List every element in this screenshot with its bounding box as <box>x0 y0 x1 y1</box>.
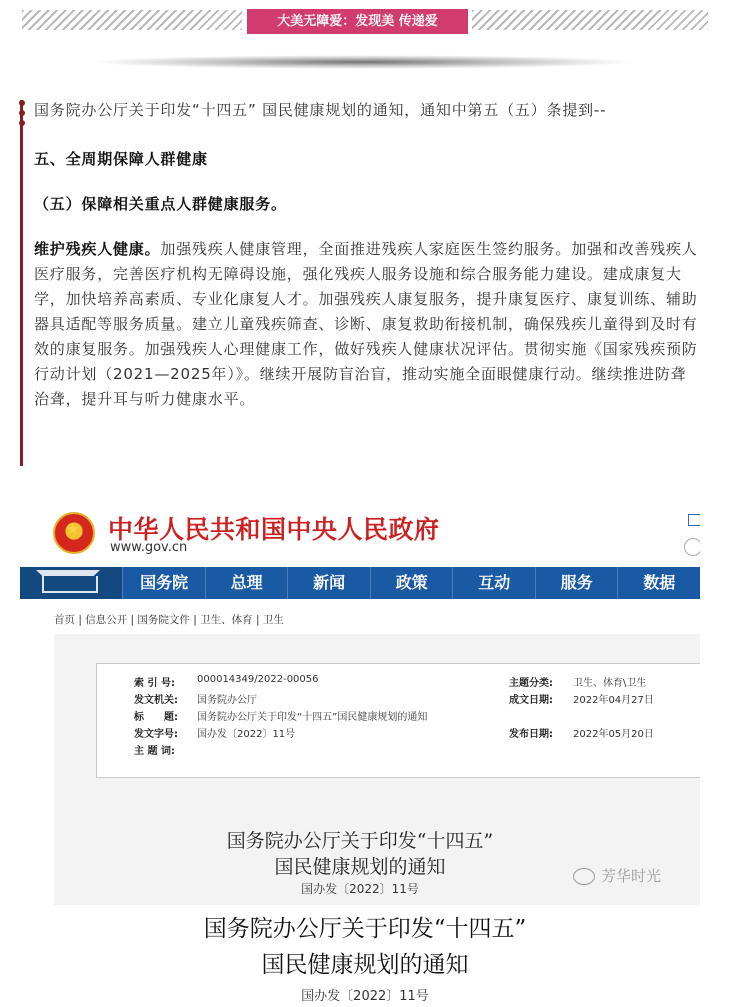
section-title: 五、全周期保障人群健康 <box>34 150 208 168</box>
footer-title-line1: 国务院办公厅关于印发“十四五” <box>203 916 527 942</box>
quote-dot-icon <box>19 110 25 116</box>
decorative-hatch-right <box>472 10 708 30</box>
article-paragraph <box>34 237 698 412</box>
mail-icon[interactable] <box>688 514 700 526</box>
nav-item-services[interactable]: 服务 <box>535 567 618 599</box>
nav-item-premier[interactable]: 总理 <box>205 567 288 599</box>
title-value: 国务院办公厅关于印发“十四五”国民健康规划的通知 <box>197 712 428 723</box>
decorative-shadow-divider <box>88 55 636 69</box>
watermark <box>573 865 661 886</box>
docno-label: 发文字号: <box>134 729 178 740</box>
issuer-label: 发文机关: <box>134 695 178 706</box>
site-url: www.gov.cn <box>110 540 188 555</box>
created-label: 成文日期: <box>509 695 553 706</box>
paragraph-lead: 维护残疾人健康。 <box>34 240 161 258</box>
nav-item-interaction[interactable]: 互动 <box>452 567 535 599</box>
created-value: 2022年04月27日 <box>573 695 654 706</box>
document-title-line2: 国民健康规划的通知 <box>274 856 446 878</box>
title-label: 标 题: <box>134 712 178 723</box>
article-body <box>34 98 698 412</box>
document-info-table <box>96 663 700 778</box>
nav-item-state-council[interactable]: 国务院 <box>122 567 205 599</box>
document-title-line1: 国务院办公厅关于印发“十四五” <box>226 830 494 852</box>
article-intro: 国务院办公厅关于印发“十四五” 国民健康规划的通知，通知中第五（五）条提到-- <box>34 101 607 119</box>
decorative-hatch-left <box>22 10 242 30</box>
home-gate-icon[interactable] <box>20 567 122 599</box>
issuer-value: 国务院办公厅 <box>197 695 257 706</box>
subject-label: 主 题 词: <box>134 746 175 757</box>
quote-rule <box>20 100 23 466</box>
index-value: 000014349/2022-00056 <box>197 674 319 685</box>
category-label: 主题分类: <box>509 678 553 689</box>
search-icon[interactable] <box>684 538 700 556</box>
index-label: 索 引 号: <box>134 678 175 689</box>
breadcrumb[interactable]: 首页 | 信息公开 | 国务院文件 | 卫生、体育 | 卫生 <box>54 614 284 626</box>
nav-item-data[interactable]: 数据 <box>617 567 700 599</box>
category-value: 卫生、体育\卫生 <box>573 678 647 689</box>
gov-website-screenshot <box>20 492 700 905</box>
national-emblem-icon <box>53 512 95 554</box>
document-number: 国办发〔2022〕11号 <box>301 882 419 896</box>
quote-dot-icon <box>19 100 25 106</box>
site-title[interactable]: 中华人民共和国中央人民政府 <box>108 515 440 544</box>
docno-value: 国办发〔2022〕11号 <box>197 729 296 740</box>
nav-item-news[interactable]: 新闻 <box>287 567 370 599</box>
quote-dot-icon <box>19 120 25 126</box>
subsection-title: （五）保障相关重点人群健康服务。 <box>34 195 287 213</box>
published-value: 2022年05月20日 <box>573 729 654 740</box>
nav-item-policy[interactable]: 政策 <box>370 567 453 599</box>
published-label: 发布日期: <box>509 729 553 740</box>
paragraph-text: 加强残疾人健康管理，全面推进残疾人家庭医生签约服务。加强和改善残疾人医疗服务，完善医疗机构无障碍设施，强化残疾人服务设施和综合服务能力建设。建成康复大学，加快培养高素质、专业化康复人才。加强残疾人康复服务，提升康复医疗、康复训练、辅助器具适配等服务质量。建立儿童残疾筛查、诊断、康复救助衔接机制，确保残疾儿童得到及时有效的康复服务。加强残疾人心理健康工作，做好残疾人健康状况评估。贯彻实施《国家残疾预防行动计划（2021—2025年）》。继续开展防盲治盲，推动实施全面眼健康行动。继续推进防聋治聋，提升耳与听力健康水平。 <box>34 240 698 408</box>
main-nav <box>20 567 700 599</box>
footer-document-number: 国办发〔2022〕11号 <box>301 989 429 1004</box>
watermark-text: 芳华时光 <box>601 867 662 885</box>
header-banner: 大美无障爱：发现美 传递爱 <box>247 9 468 34</box>
wechat-icon <box>573 868 595 885</box>
footer-title-line2: 国民健康规划的通知 <box>261 952 469 978</box>
